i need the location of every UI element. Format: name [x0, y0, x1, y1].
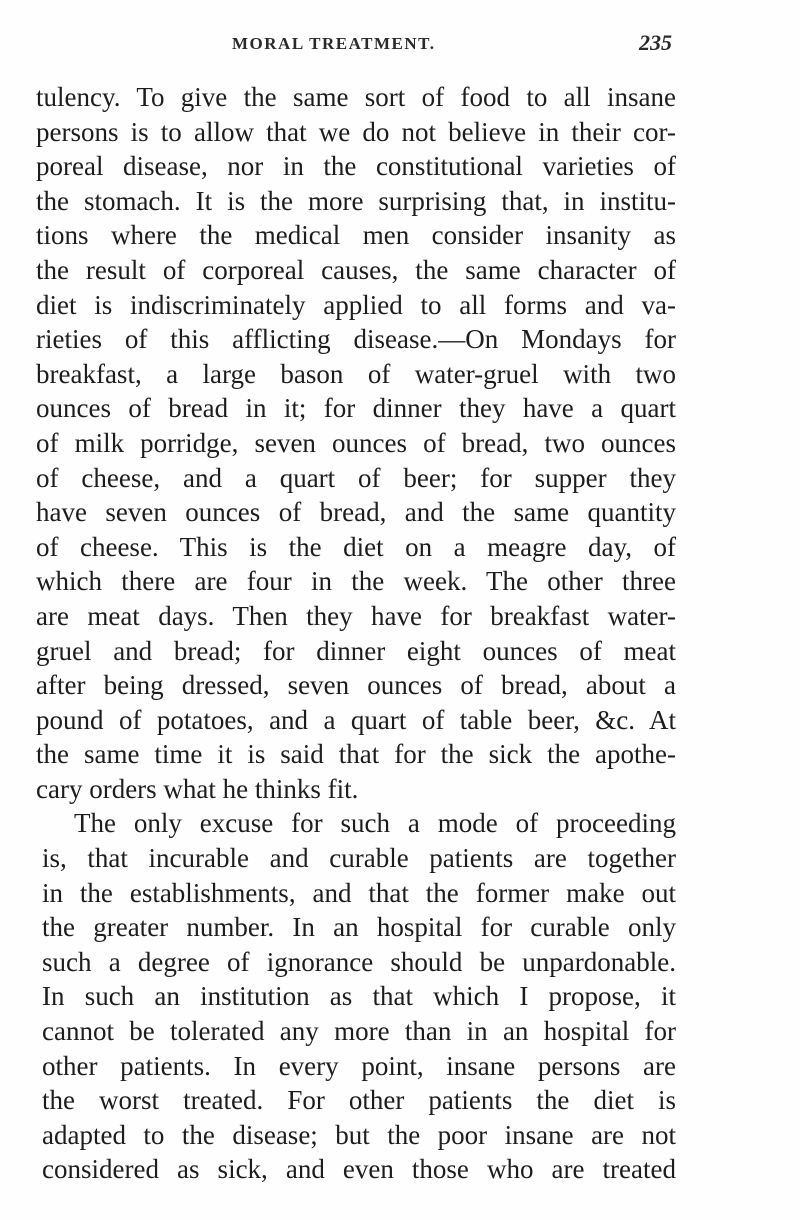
text-line: other patients. In every point, insane persons are — [42, 1050, 676, 1081]
text-line: such a degree of ignorance should be unpardonable. — [42, 946, 676, 977]
text-line: pound of potatoes, and a quart of table beer, &c. At — [36, 704, 676, 735]
running-head: MORAL TREATMENT. — [232, 34, 436, 53]
text-line: rieties of this afflicting disease.—On Mondays for — [36, 324, 676, 355]
paragraph — [36, 80, 676, 806]
text-line: the greater number. In an hospital for curable only — [42, 912, 676, 943]
text-line: poreal disease, nor in the constitutional varieties of — [36, 151, 676, 182]
page-header — [36, 30, 676, 60]
text-line: is, that incurable and curable patients are together — [42, 843, 676, 874]
text-line: the stomach. It is the more surprising that, in institu- — [36, 185, 676, 216]
text-line: breakfast, a large bason of water-gruel with two — [36, 358, 676, 389]
text-line: the result of corporeal causes, the same character of — [36, 254, 676, 285]
text-line: are meat days. Then they have for breakfast water- — [36, 600, 676, 631]
text-line: cary orders what he thinks fit. — [36, 773, 359, 804]
text-line: tions where the medical men consider insanity as — [36, 220, 676, 251]
text-line: of cheese. This is the diet on a meagre day, of — [36, 531, 676, 562]
text-line: the worst treated. For other patients the diet is — [42, 1085, 676, 1116]
text-line: of cheese, and a quart of beer; for supper they — [36, 462, 676, 493]
text-line: The only excuse for such a mode of proceeding — [74, 808, 676, 839]
paragraph — [36, 806, 676, 1187]
body-text — [36, 80, 676, 1187]
text-line: in the establishments, and that the former make out — [42, 877, 676, 908]
text-line: ounces of bread in it; for dinner they have a quart — [36, 393, 676, 424]
text-line: diet is indiscriminately applied to all forms and va- — [36, 289, 676, 320]
page-number: 235 — [639, 30, 672, 55]
text-line: gruel and bread; for dinner eight ounces of meat — [36, 635, 676, 666]
text-line: persons is to allow that we do not believe in their cor- — [36, 116, 676, 147]
text-line: which there are four in the week. The other three — [36, 566, 676, 597]
text-line: the same time it is said that for the sick the apothe- — [36, 739, 676, 770]
text-line: considered as sick, and even those who are treated — [42, 1154, 676, 1185]
text-line: In such an institution as that which I propose, it — [42, 981, 676, 1012]
text-line: tulency. To give the same sort of food to all insane — [36, 82, 676, 112]
text-line: of milk porridge, seven ounces of bread, two ounces — [36, 427, 676, 458]
text-line: cannot be tolerated any more than in an hospital for — [42, 1016, 676, 1047]
text-line: adapted to the disease; but the poor insane are not — [42, 1119, 676, 1150]
text-line: after being dressed, seven ounces of bread, about a — [36, 670, 676, 701]
text-line: have seven ounces of bread, and the same quantity — [36, 497, 676, 528]
